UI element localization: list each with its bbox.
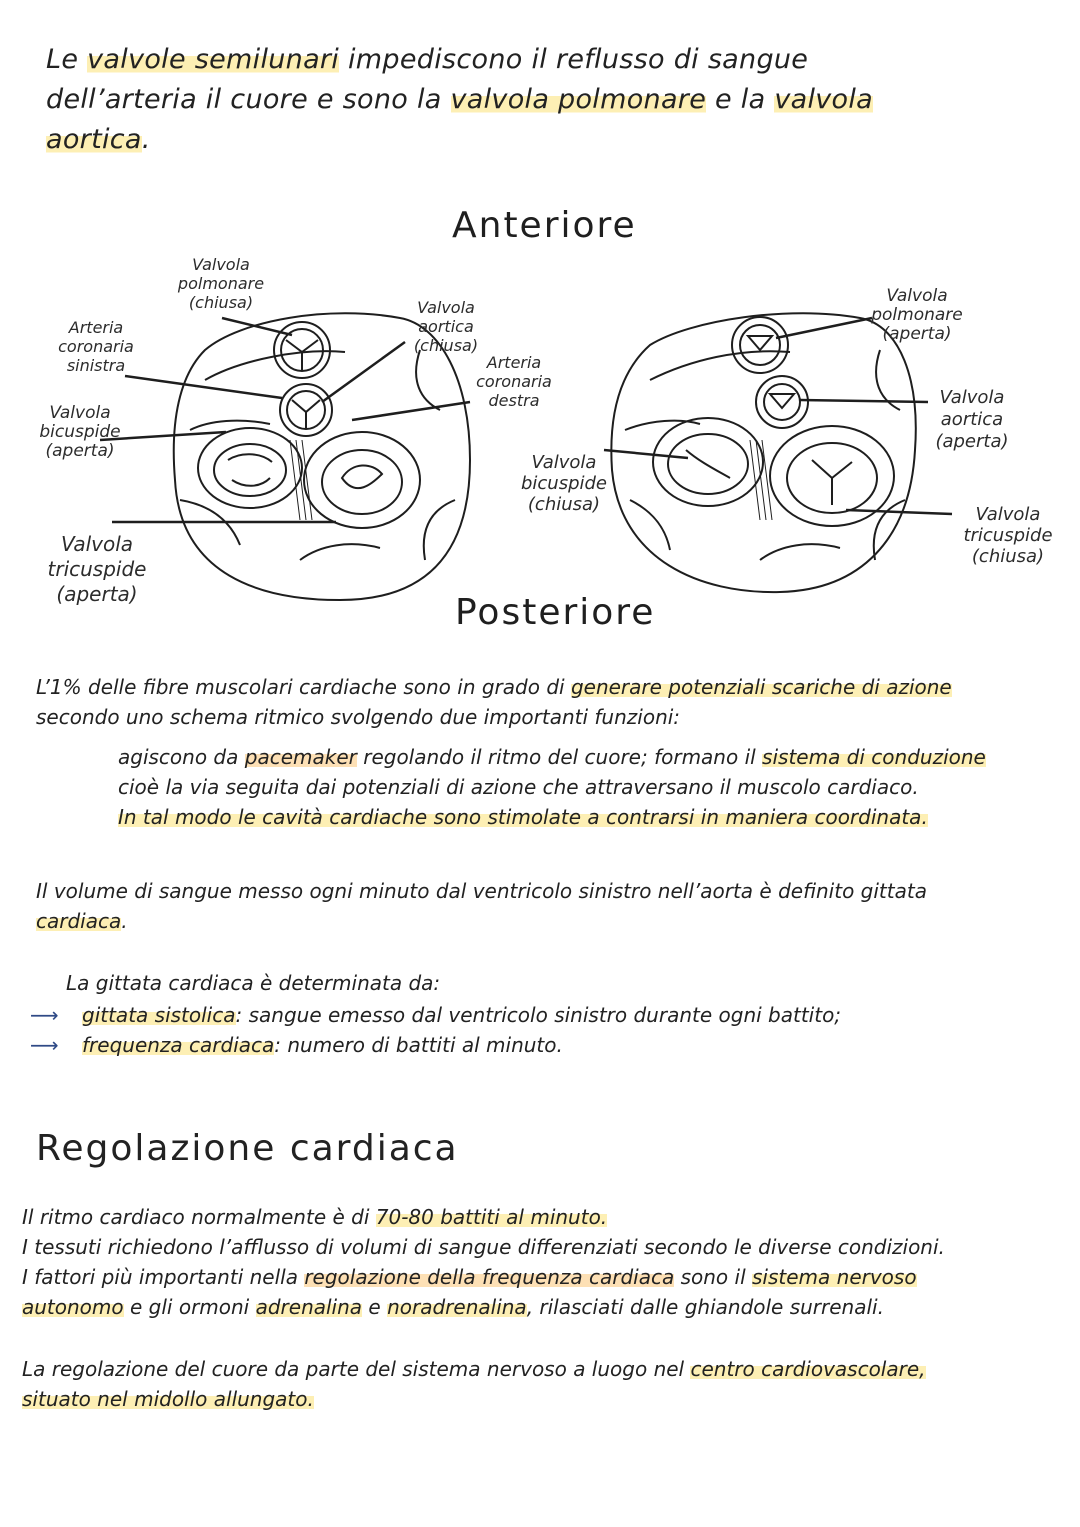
highlight-term: frequenza cardiaca [82, 1033, 275, 1057]
label-line: Arteria [68, 318, 124, 337]
highlight-action-potentials: generare potenziali scariche di azione [570, 675, 952, 699]
label-left-aortic [406, 298, 486, 355]
text: La regolazione del cuore da parte del sistema nervoso a luogo nel [22, 1357, 691, 1381]
label-right-aortic [924, 387, 1020, 453]
label-line: coronaria [58, 337, 134, 356]
label-line: Valvola [417, 298, 475, 317]
label-line: Valvola [939, 387, 1005, 408]
label-line: polmonare [177, 274, 265, 293]
regulation-title: Regolazione cardiaca [36, 1128, 459, 1169]
highlight-pacemaker: pacemaker [244, 745, 357, 769]
highlight-bpm: 70-80 battiti al minuto. [375, 1205, 608, 1229]
highlight-conduction-system: sistema di conduzione [762, 745, 986, 769]
label-line: (chiusa) [188, 293, 254, 312]
label-right-pulmonary [862, 287, 972, 344]
label-line: (chiusa) [527, 494, 601, 515]
output-paragraph [36, 876, 1036, 936]
intro-text: Le [46, 44, 88, 75]
label-right-tricuspid [952, 504, 1064, 567]
text: sono il [674, 1265, 752, 1289]
text: Il volume di sangue messo ogni minuto dal ventricolo sinistro nell’aorta è definito [36, 879, 861, 903]
intro-text: e la [706, 84, 775, 115]
heart-valves-diagram [0, 0, 1080, 700]
highlight-autonomous: autonomo [22, 1295, 124, 1319]
conduction-paragraph [36, 672, 1046, 832]
label-line: Valvola [192, 255, 250, 274]
label-line: polmonare [871, 305, 963, 325]
highlight-aortic: valvola aortica [46, 84, 873, 155]
conduction-line-1 [36, 672, 1046, 702]
text: L’1% delle fibre muscolari cardiache sono in grado di [36, 675, 571, 699]
label-line: destra [488, 391, 540, 410]
highlight-coordinated: In tal modo le cavità cardiache sono stimolate a contrarsi in maniera coordinata. [118, 805, 928, 829]
label-line: Valvola [975, 504, 1041, 525]
right-arrow-icon: ⟶ [30, 1033, 59, 1057]
label-line: Valvola [60, 532, 134, 556]
text: e [362, 1295, 388, 1319]
highlight-adrenaline: adrenalina [255, 1295, 363, 1319]
label-left-coronary [44, 318, 148, 375]
label-line: bicuspide [520, 473, 608, 494]
highlight-term: gittata sistolica [82, 1003, 236, 1027]
label-line: Valvola [49, 403, 111, 423]
intro-text: . [141, 124, 151, 155]
gittata-word: gittata [860, 879, 927, 903]
label-line: sinistra [66, 356, 126, 375]
label-line: Valvola [886, 286, 948, 306]
right-arrow-icon: ⟶ [30, 1003, 59, 1027]
text: Il ritmo cardiaco normalmente è di [22, 1205, 376, 1229]
highlight-cardiovascular-center: centro cardiovascolare, [690, 1357, 926, 1381]
conduction-indented [36, 742, 1046, 832]
highlight-cardiaca: cardiaca [36, 909, 122, 933]
highlight-medulla: situato nel midollo allungato. [22, 1387, 314, 1411]
label-line: coronaria [476, 372, 552, 391]
label-line: (aperta) [935, 431, 1009, 452]
text: regolando il ritmo del cuore; formano il [356, 745, 763, 769]
label-line: tricuspide [47, 557, 147, 581]
label-left-pulmonary [166, 255, 276, 312]
label-line: (chiusa) [413, 336, 479, 355]
label-line: (chiusa) [971, 546, 1045, 567]
highlight-nervous-system: sistema nervoso [752, 1265, 917, 1289]
text: , rilasciati dalle ghiandole surrenali. [526, 1295, 884, 1319]
text: . [121, 909, 128, 933]
label-line: (aperta) [45, 441, 115, 461]
conduction-line-2: secondo uno schema ritmico svolgendo due importanti funzioni: [36, 705, 681, 729]
label-line: Arteria [486, 353, 542, 372]
label-left-bicuspid [30, 404, 130, 461]
label-right-bicuspid [512, 452, 616, 515]
determinant-item [30, 1000, 841, 1030]
text: I tessuti richiedono l’afflusso di volumi di sangue differenziati secondo le diverse condizioni. [22, 1235, 945, 1259]
label-line: Valvola [531, 452, 597, 473]
conduction-line: cioè la via seguita dai potenziali di azione che attraversano il muscolo cardiaco. [118, 775, 919, 799]
highlight-frequency-regulation: regolazione della frequenza cardiaca [304, 1265, 675, 1289]
anterior-heading: Anteriore [452, 205, 637, 246]
text: e gli ormoni [123, 1295, 256, 1319]
determinants-intro: La gittata cardiaca è determinata da: [66, 971, 441, 995]
text: agiscono da [118, 745, 245, 769]
posterior-heading: Posteriore [455, 592, 656, 633]
label-right-coronary [466, 353, 562, 410]
label-line: tricuspide [963, 525, 1053, 546]
label-line: (aperta) [882, 324, 952, 344]
text: I fattori più importanti nella [22, 1265, 305, 1289]
intro-text: impediscono il reflusso di sangue dell’arteria il cuore e sono la [46, 44, 809, 115]
determinant-item [30, 1030, 563, 1060]
label-line: aortica [940, 409, 1004, 430]
label-left-tricuspid [32, 532, 162, 607]
highlight-noradrenaline: noradrenalina [387, 1295, 527, 1319]
regulation-paragraph [22, 1202, 1062, 1414]
highlight-pulmonary: valvola polmonare [450, 84, 707, 115]
label-line: (aperta) [56, 582, 138, 606]
term-description: : numero di battiti al minuto. [274, 1033, 563, 1057]
term-description: : sangue emesso dal ventricolo sinistro durante ogni battito; [235, 1003, 842, 1027]
highlight-semilunar: valvole semilunari [87, 44, 340, 75]
label-line: aortica [418, 317, 474, 336]
right-bicuspid-valve [653, 418, 763, 506]
label-line: bicuspide [39, 422, 121, 442]
